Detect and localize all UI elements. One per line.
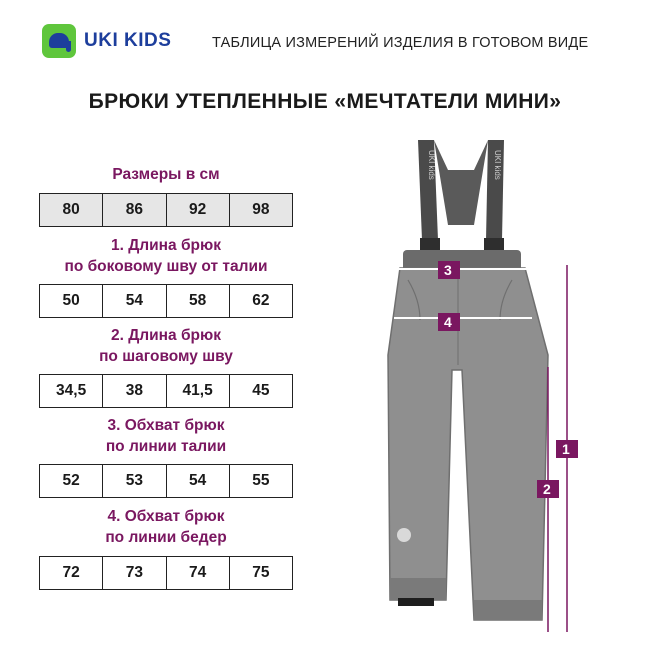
sizes-row bbox=[39, 193, 293, 227]
measurement-4-row bbox=[39, 556, 293, 590]
size-cell: 98 bbox=[230, 194, 292, 226]
measurement-1-row bbox=[39, 284, 293, 318]
value-cell: 58 bbox=[167, 285, 230, 317]
marker-1-label: 1 bbox=[562, 441, 570, 457]
strap-yoke bbox=[434, 140, 488, 225]
pants-body bbox=[388, 268, 548, 620]
pants-illustration bbox=[370, 130, 650, 650]
value-cell: 62 bbox=[252, 292, 270, 309]
size-cell: 92 bbox=[167, 194, 230, 226]
right-cuff bbox=[474, 600, 542, 620]
measurement-2-title: 2. Длина брюк по шаговому шву bbox=[99, 327, 233, 365]
size-cell: 80 bbox=[40, 194, 103, 226]
sizes-label: Размеры в см bbox=[112, 166, 220, 183]
header-caption: ТАБЛИЦА ИЗМЕРЕНИЙ ИЗДЕЛИЯ В ГОТОВОМ ВИДЕ bbox=[212, 35, 589, 51]
value-cell: 45 bbox=[252, 382, 270, 399]
strap-brand-text: UKI kids bbox=[493, 150, 502, 180]
value-cell: 74 bbox=[167, 557, 230, 589]
strap-brand-text: UKI kids bbox=[427, 150, 436, 180]
value-cell: 54 bbox=[167, 465, 230, 497]
brand-name: UKI KIDS bbox=[84, 30, 172, 51]
left-strap-buckle bbox=[420, 238, 440, 252]
right-strap bbox=[486, 140, 504, 240]
value-cell: 73 bbox=[103, 557, 166, 589]
value-cell: 75 bbox=[252, 564, 270, 581]
marker-4-label: 4 bbox=[444, 314, 452, 330]
value-cell: 41,5 bbox=[167, 375, 230, 407]
size-cell: 86 bbox=[103, 194, 166, 226]
marker-2-label: 2 bbox=[543, 481, 551, 497]
right-strap-buckle bbox=[484, 238, 504, 252]
measurement-4-title: 4. Обхват брюк по линии бедер bbox=[105, 508, 227, 546]
marker-3-label: 3 bbox=[444, 262, 452, 278]
left-strap bbox=[418, 140, 438, 240]
value-cell: 72 bbox=[40, 557, 103, 589]
value-cell: 55 bbox=[252, 472, 270, 489]
left-boot-hem bbox=[398, 598, 434, 606]
measurement-1-title: 1. Длина брюк по боковому шву от талии bbox=[64, 237, 268, 275]
value-cell: 50 bbox=[40, 285, 103, 317]
elephant-logo-icon bbox=[42, 24, 76, 58]
measurement-3-title: 3. Обхват брюк по линии талии bbox=[105, 417, 227, 455]
value-cell: 34,5 bbox=[40, 375, 103, 407]
value-cell: 53 bbox=[103, 465, 166, 497]
value-cell: 54 bbox=[103, 285, 166, 317]
elephant-patch-icon bbox=[397, 528, 411, 542]
product-title: БРЮКИ УТЕПЛЕННЫЕ «МЕЧТАТЕЛИ МИНИ» bbox=[88, 90, 562, 113]
left-cuff bbox=[390, 578, 446, 600]
measurement-2-row bbox=[39, 374, 293, 408]
value-cell: 52 bbox=[40, 465, 103, 497]
value-cell: 38 bbox=[103, 375, 166, 407]
measurement-3-row bbox=[39, 464, 293, 498]
